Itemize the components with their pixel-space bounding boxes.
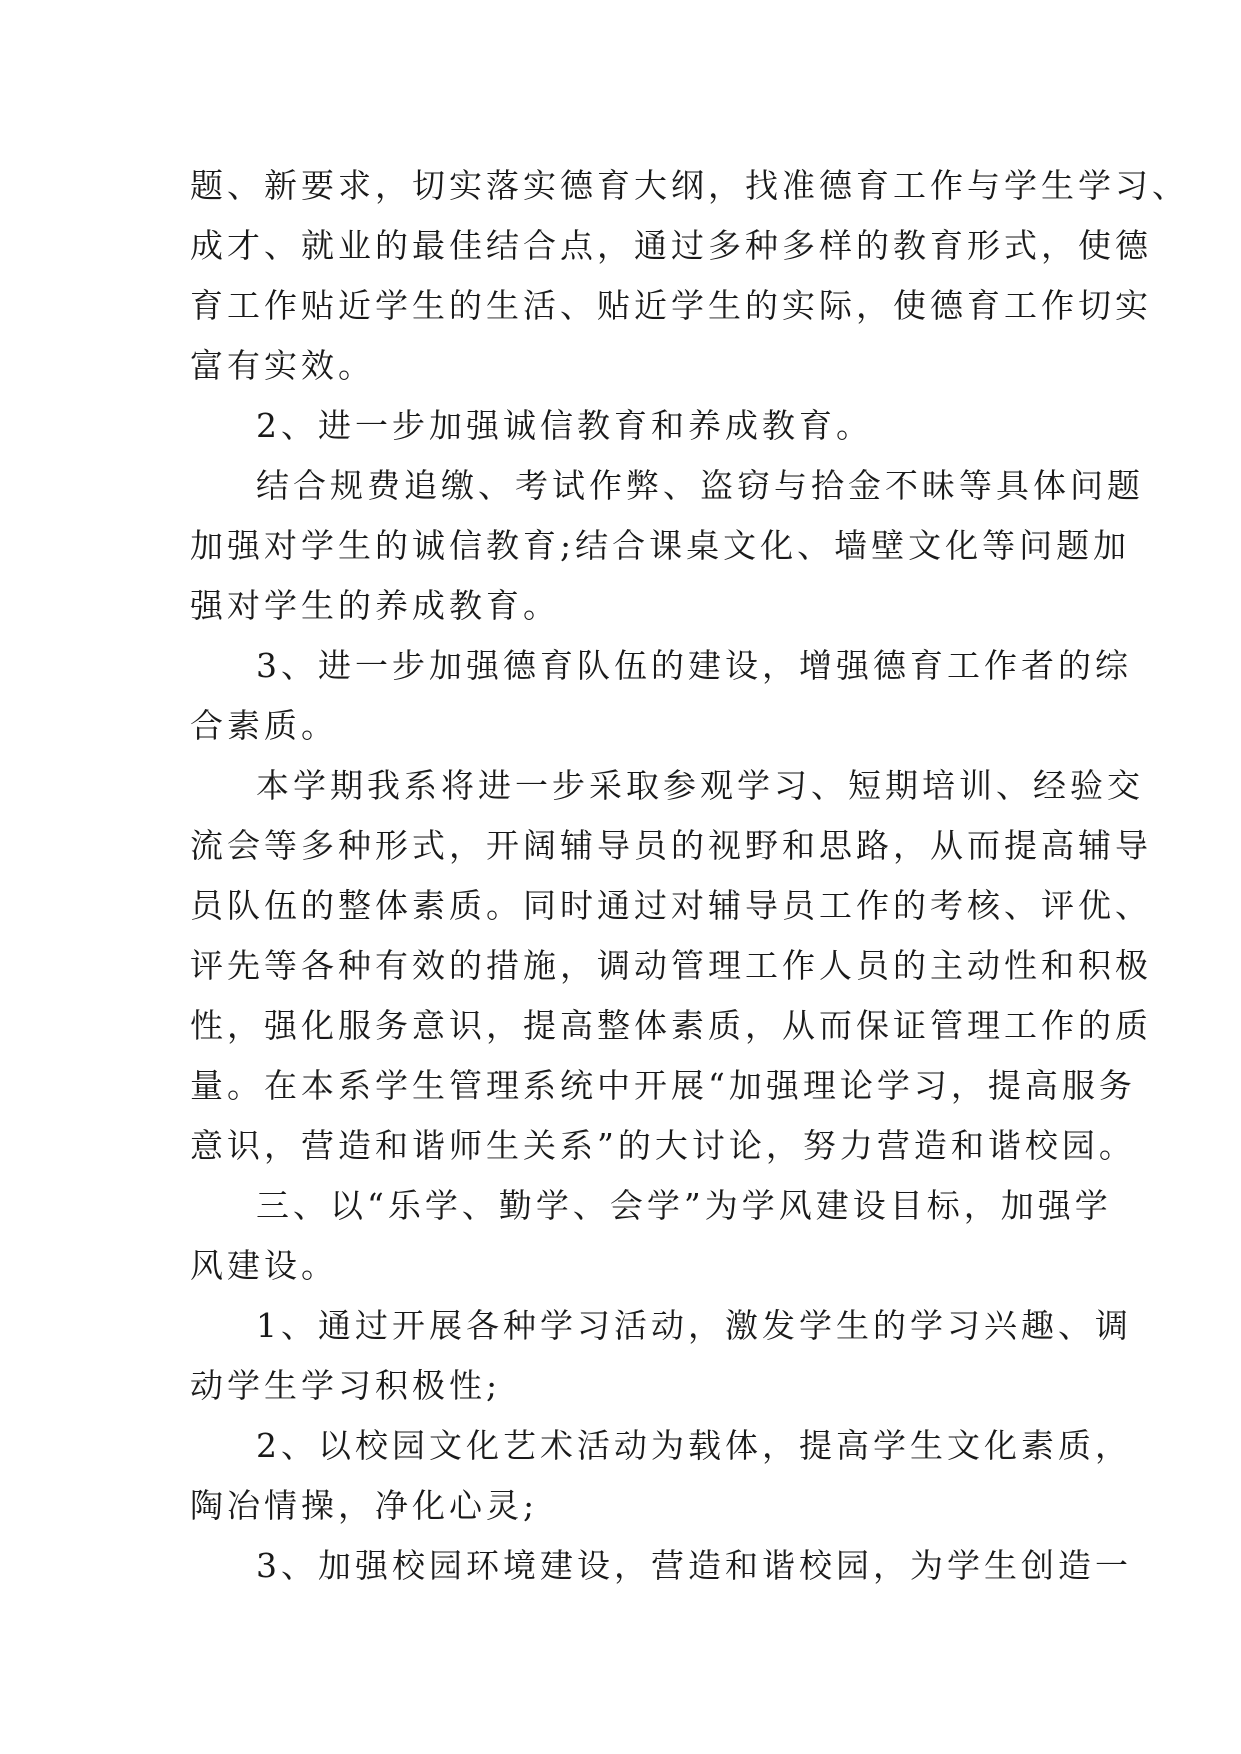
text-line: 1、通过开展各种学习活动，激发学生的学习兴趣、调 [256, 1306, 1132, 1345]
text-line: 题、新要求，切实落实德育大纲，找准德育工作与学生学习、 [190, 166, 1189, 205]
text-line: 意识，营造和谐师生关系”的大讨论，努力营造和谐校园。 [190, 1126, 1136, 1165]
text-line: 3、加强校园环境建设，营造和谐校园，为学生创造一 [256, 1546, 1132, 1585]
text-line: 性，强化服务意识，提高整体素质，从而保证管理工作的质 [190, 1006, 1152, 1045]
text-line: 成才、就业的最佳结合点，通过多种多样的教育形式，使德 [190, 226, 1152, 265]
text-line: 三、以“乐学、勤学、会学”为学风建设目标，加强学 [256, 1186, 1112, 1225]
text-line: 流会等多种形式，开阔辅导员的视野和思路，从而提高辅导 [190, 826, 1152, 865]
text-line: 2、进一步加强诚信教育和养成教育。 [256, 406, 873, 445]
text-line: 3、进一步加强德育队伍的建设，增强德育工作者的综 [256, 646, 1132, 685]
text-line: 陶冶情操，净化心灵; [190, 1486, 539, 1525]
text-line: 合素质。 [190, 706, 338, 745]
text-line: 风建设。 [190, 1246, 338, 1285]
text-line: 员队伍的整体素质。同时通过对辅导员工作的考核、评优、 [190, 886, 1152, 925]
text-line: 育工作贴近学生的生活、贴近学生的实际，使德育工作切实 [190, 286, 1152, 325]
document-body [190, 156, 1189, 1596]
text-line: 动学生学习积极性; [190, 1366, 502, 1405]
text-line: 2、以校园文化艺术活动为载体，提高学生文化素质， [256, 1426, 1132, 1465]
text-line: 加强对学生的诚信教育;结合课桌文化、墙壁文化等问题加 [190, 526, 1131, 565]
text-line: 量。在本系学生管理系统中开展“加强理论学习，提高服务 [190, 1066, 1136, 1105]
text-line: 强对学生的养成教育。 [190, 586, 560, 625]
text-line: 本学期我系将进一步采取参观学习、短期培训、经验交 [256, 766, 1144, 805]
text-line: 结合规费追缴、考试作弊、盗窃与拾金不昧等具体问题 [256, 466, 1144, 505]
text-line: 富有实效。 [190, 346, 375, 385]
text-line: 评先等各种有效的措施，调动管理工作人员的主动性和积极 [190, 946, 1152, 985]
